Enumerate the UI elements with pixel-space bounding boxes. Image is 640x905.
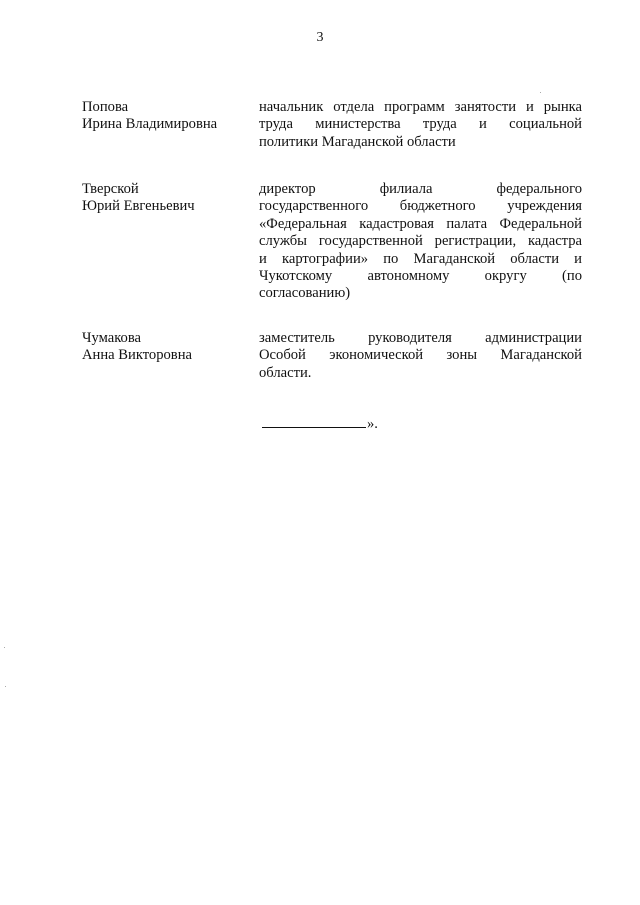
person-name [82,181,252,216]
position-line: «Федеральная кадастровая палата Федеральной [259,215,582,232]
closing-quote: ». [367,416,378,432]
scan-speck [540,92,541,93]
position-line: государственного бюджетного учреждения [259,198,582,215]
person-name [82,99,252,134]
position-description [259,181,582,303]
closing-underline [262,427,366,428]
surname: Тверской [82,181,139,197]
position-line: Чукотскому автономному округу (по [259,268,582,285]
surname: Попова [82,99,129,115]
position-line: Особой экономической зоны Магаданской [259,347,582,364]
position-line: заместитель руководителя администрации [259,330,582,346]
page-number: 3 [316,30,324,45]
closing-mark [262,416,378,433]
position-line: области. [259,364,312,381]
person-name [82,330,252,365]
position-line: согласованию) [259,285,351,302]
scan-speck [5,686,6,687]
position-line: директор филиала федерального [259,181,582,197]
position-description [259,99,582,151]
position-line: службы государственной регистрации, кадастра [259,233,582,250]
surname: Чумакова [82,330,142,346]
position-line: политики Магаданской области [259,133,456,150]
position-line: труда министерства труда и социальной [259,116,582,133]
given-name: Анна Викторовна [82,347,192,364]
position-line: и картографии» по Магаданской области и [259,250,582,267]
position-line: начальник отдела программ занятости и рынка [259,99,582,115]
scan-speck [4,647,5,648]
given-name: Юрий Евгеньевич [82,198,195,215]
position-description [259,330,582,382]
given-name: Ирина Владимировна [82,116,218,133]
